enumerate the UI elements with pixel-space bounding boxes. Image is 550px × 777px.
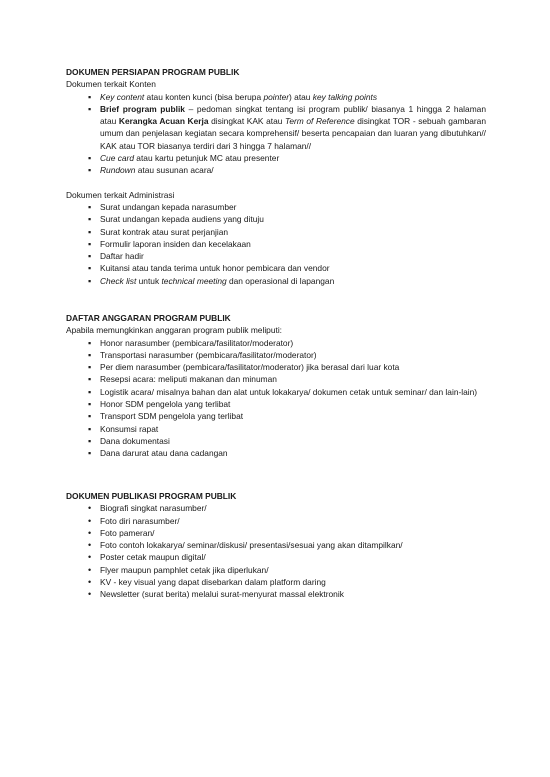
list-item-text: Cue card: [100, 153, 134, 164]
bullet-list: [66, 502, 486, 600]
list-item-text: Brief program publik: [100, 103, 185, 114]
list-item: [66, 564, 486, 576]
list-item: [66, 152, 486, 164]
section-persiapan: [66, 66, 486, 287]
list-item-text: Transportasi narasumber (pembicara/fasilitator/moderator): [100, 349, 317, 360]
list-item-text: Kuitansi atau tanda terima untuk honor pembicara dan vendor: [100, 263, 330, 274]
list-item: [66, 527, 486, 539]
section-heading: DOKUMEN PERSIAPAN PROGRAM PUBLIK: [66, 67, 240, 77]
bullet-square-icon: [88, 164, 91, 178]
list-item-text: Rundown: [100, 165, 136, 176]
list-item-text: Formulir laporan insiden dan kecelakaan: [100, 238, 251, 249]
list-item: [66, 337, 486, 349]
bullet-square-icon: [88, 447, 91, 461]
list-item-text: dan operasional di lapangan: [226, 275, 335, 286]
list-item: [66, 576, 486, 588]
list-item: [66, 423, 486, 435]
group-subtitle: Dokumen terkait Konten: [66, 79, 156, 90]
list-item-text: atau susunan acara/: [135, 165, 214, 176]
section-publikasi: [66, 490, 486, 601]
list-item: [66, 361, 486, 373]
list-item-text: Foto diri narasumber/: [100, 515, 180, 526]
list-item: [66, 502, 486, 514]
list-item: [66, 250, 486, 262]
list-item-text: Poster cetak maupun digital/: [100, 552, 206, 563]
list-item: [66, 410, 486, 422]
list-item: [66, 435, 486, 447]
bullet-list: [66, 201, 486, 287]
list-item-text: Term of Reference: [285, 116, 355, 127]
list-item-text: Logistik acara/ misalnya bahan dan alat untuk lokakarya/ dokumen cetak untuk seminar/ dan lain-lain): [100, 386, 478, 397]
list-item-text: disingkat KAK atau: [208, 116, 286, 127]
list-item: [66, 262, 486, 274]
list-item-text: atau konten kunci (bisa berupa: [144, 91, 264, 102]
list-item-text: Dana dokumentasi: [100, 435, 170, 446]
list-item: [66, 238, 486, 250]
list-item: [66, 386, 486, 398]
list-item-text: disingkat TOR - sebuah gambaran umum dan penjelasan kegiatan secara komprehensif/ beserta pencapaian dan luaran yang dibutuhkan// KAK atau TOR biasanya terdiri dari 3 hingga 7 halaman//: [100, 116, 486, 151]
list-item-text: ) atau: [289, 91, 313, 102]
list-item-text: Daftar hadir: [100, 251, 144, 262]
section-heading: DAFTAR ANGGARAN PROGRAM PUBLIK: [66, 313, 231, 323]
bullet-list: [66, 91, 486, 177]
list-item-text: Surat undangan kepada audiens yang dituju: [100, 214, 264, 225]
list-item: [66, 588, 486, 600]
section-heading: DOKUMEN PUBLIKASI PROGRAM PUBLIK: [66, 491, 237, 501]
list-item-text: Resepsi acara: meliputi makanan dan minuman: [100, 374, 277, 385]
list-item-text: Surat undangan kepada narasumber: [100, 201, 237, 212]
list-item-text: Flyer maupun pamphlet cetak jika diperlukan/: [100, 564, 269, 575]
bullet-list: [66, 337, 486, 460]
list-item-text: atau kartu petunjuk MC atau presenter: [133, 153, 280, 164]
list-item-text: Honor SDM pengelola yang terlibat: [100, 399, 231, 410]
list-item-text: – pedoman singkat tentang isi program publik/ biasanya 1 hingga 2 halaman atau: [100, 103, 486, 127]
list-item-text: Kerangka Acuan Kerja: [118, 116, 209, 127]
list-item-text: Surat kontrak atau surat perjanjian: [100, 226, 229, 237]
list-item-text: Konsumsi rapat: [100, 423, 159, 434]
list-item-text: Honor narasumber (pembicara/fasilitator/moderator): [100, 337, 294, 348]
list-item-text: KV - key visual yang dapat disebarkan dalam platform daring: [100, 577, 326, 588]
bullet-square-icon: [88, 275, 91, 289]
list-item: [66, 226, 486, 238]
list-item: [66, 349, 486, 361]
list-item: [66, 398, 486, 410]
bullet-dot-icon: [88, 588, 91, 602]
list-item-text: pointer: [263, 91, 290, 102]
list-item-text: technical meeting: [161, 275, 227, 286]
list-item-text: key talking points: [312, 91, 378, 102]
list-item-text: Check list: [100, 275, 137, 286]
list-item: [66, 275, 486, 287]
list-item: [66, 551, 486, 563]
list-item-text: Foto contoh lokakarya/ seminar/diskusi/ presentasi/sesuai yang akan ditampilkan/: [100, 540, 403, 551]
group-subtitle: Apabila memungkinkan anggaran program publik meliputi:: [66, 325, 283, 336]
list-item-text: Foto pameran/: [100, 527, 155, 538]
list-item-text: Transport SDM pengelola yang terlibat: [100, 411, 244, 422]
list-item: [66, 103, 486, 152]
list-item-text: Dana darurat atau dana cadangan: [100, 448, 228, 459]
list-item: [66, 201, 486, 213]
list-item-text: Key content: [100, 91, 145, 102]
list-item: [66, 447, 486, 459]
bullet-square-icon: [88, 103, 91, 117]
list-item: [66, 164, 486, 176]
list-item: [66, 373, 486, 385]
list-item: [66, 515, 486, 527]
list-item-text: Newsletter (surat berita) melalui surat-menyurat massal elektronik: [100, 589, 344, 600]
group-subtitle: Dokumen terkait Administrasi: [66, 189, 175, 200]
list-item: [66, 91, 486, 103]
section-anggaran: [66, 312, 486, 460]
list-item-text: Biografi singkat narasumber/: [100, 503, 207, 514]
list-item-text: untuk: [136, 275, 162, 286]
list-item-text: Per diem narasumber (pembicara/fasilitator/moderator) jika berasal dari luar kota: [100, 362, 400, 373]
list-item: [66, 539, 486, 551]
list-item: [66, 213, 486, 225]
